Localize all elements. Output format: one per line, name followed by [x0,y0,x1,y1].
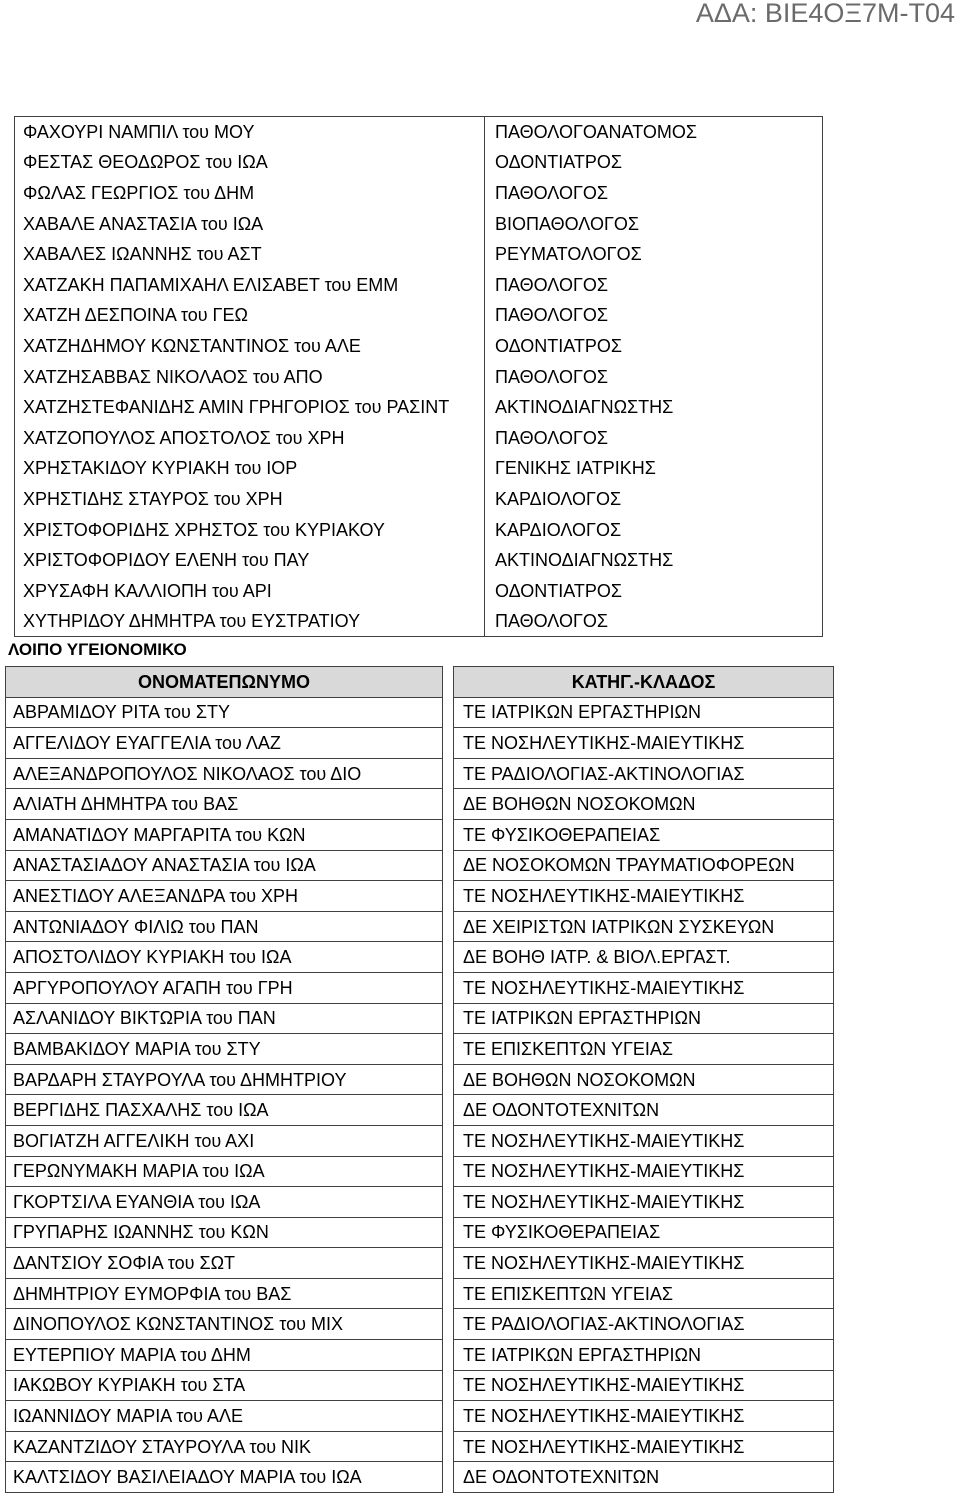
person-name: ΓΚΟΡΤΣΙΛΑ ΕΥΑΝΘΙΑ του ΙΩΑ [6,1187,443,1218]
person-name: ΓΕΡΩΝΥΜΑΚΗ ΜΑΡΙΑ του ΙΩΑ [6,1156,443,1187]
ada-code: ΑΔΑ: ΒΙΕ4ΟΞ7Μ-Τ04 [695,0,955,28]
person-name: ΧΡΥΣΑΦΗ ΚΑΛΛΙΟΠΗ του ΑΡΙ [15,575,485,606]
table-row [6,789,443,820]
table-row [15,361,823,392]
specialty: ΑΚΤΙΝΟΔΙΑΓΝΩΣΤΗΣ [495,397,674,418]
table-row [454,1125,834,1156]
person-name: ΒΑΡΔΑΡΗ ΣΤΑΥΡΟΥΛΑ του ΔΗΜΗΤΡΙΟΥ [6,1064,443,1095]
table-row [6,1248,443,1279]
staff-category: ΔΕ ΟΔΟΝΤΟΤΕΧΝΙΤΩΝ [454,1095,834,1126]
table-row [15,239,823,270]
table-row [454,728,834,759]
table-row [6,881,443,912]
person-name: ΑΝΑΣΤΑΣΙΑΔΟΥ ΑΝΑΣΤΑΣΙΑ του ΙΩΑ [6,850,443,881]
person-name: ΙΑΚΩΒΟΥ ΚΥΡΙΑΚΗ του ΣΤΑ [6,1370,443,1401]
person-name: ΑΣΛΑΝΙΔΟΥ ΒΙΚΤΩΡΙΑ του ΠΑΝ [6,1003,443,1034]
table-row [454,1217,834,1248]
table-row [15,545,823,576]
specialty: ΒΙΟΠΑΘΟΛΟΓΟΣ [495,213,639,234]
specialty: ΡΕΥΜΑΤΟΛΟΓΟΣ [495,244,642,265]
staff-category: ΤΕ ΡΑΔΙΟΛΟΓΙΑΣ-ΑΚΤΙΝΟΛΟΓΙΑΣ [454,758,834,789]
staff-category: ΤΕ ΝΟΣΗΛΕΥΤΙΚΗΣ-ΜΑΙΕΥΤΙΚΗΣ [454,1431,834,1462]
table-row [15,514,823,545]
person-name: ΧΑΤΖΟΠΟΥΛΟΣ ΑΠΟΣΤΟΛΟΣ του ΧΡΗ [15,422,485,453]
section-title: ΛΟΙΠΟ ΥΓΕΙΟΝΟΜΙΚΟ [8,640,187,659]
table-row [454,1340,834,1371]
table-row [15,117,823,148]
table-row [15,208,823,239]
staff-category: ΤΕ ΝΟΣΗΛΕΥΤΙΚΗΣ-ΜΑΙΕΥΤΙΚΗΣ [454,1125,834,1156]
specialty: ΠΑΘΟΛΟΓΟΣ [495,182,608,203]
specialists-table-body [15,117,823,637]
staff-category: ΤΕ ΦΥΣΙΚΟΘΕΡΑΠΕΙΑΣ [454,819,834,850]
person-name: ΑΛΙΑΤΗ ΔΗΜΗΤΡΑ του ΒΑΣ [6,789,443,820]
table-row [15,147,823,178]
table-row [6,1034,443,1065]
staff-category: ΤΕ ΕΠΙΣΚΕΠΤΩΝ ΥΓΕΙΑΣ [454,1034,834,1065]
table-row [6,728,443,759]
staff-category: ΤΕ ΕΠΙΣΚΕΠΤΩΝ ΥΓΕΙΑΣ [454,1278,834,1309]
person-name: ΧΡΙΣΤΟΦΟΡΙΔΟΥ ΕΛΕΝΗ του ΠΑΥ [15,545,485,576]
person-name: ΑΡΓΥΡΟΠΟΥΛΟΥ ΑΓΑΠΗ του ΓΡΗ [6,972,443,1003]
table-row [6,1401,443,1432]
person-name: ΒΑΜΒΑΚΙΔΟΥ ΜΑΡΙΑ του ΣΤΥ [6,1034,443,1065]
table-row [454,1309,834,1340]
staff-category: ΤΕ ΙΑΤΡΙΚΩΝ ΕΡΓΑΣΤΗΡΙΩΝ [454,697,834,728]
staff-category: ΔΕ ΒΟΗΘΩΝ ΝΟΣΟΚΟΜΩΝ [454,1064,834,1095]
table-row [15,331,823,362]
person-name: ΧΑΤΖΗΣΤΕΦΑΝΙΔΗΣ ΑΜΙΝ ΓΡΗΓΟΡΙΟΣ του ΡΑΣΙΝΤ [15,392,485,423]
staff-categories-table-body [454,667,834,1493]
table-row [6,1125,443,1156]
person-name: ΑΒΡΑΜΙΔΟΥ ΡΙΤΑ του ΣΤΥ [6,697,443,728]
specialty: ΟΔΟΝΤΙΑΤΡΟΣ [495,580,623,601]
staff-category: ΔΕ ΒΟΗΘΩΝ ΝΟΣΟΚΟΜΩΝ [454,789,834,820]
table-row [454,1370,834,1401]
table-row [6,1064,443,1095]
table-row [15,484,823,515]
table-row [454,1248,834,1279]
staff-names-table-body [6,667,443,1493]
table-row [6,1156,443,1187]
table-row [6,911,443,942]
table-row [6,1095,443,1126]
table-row [15,606,823,637]
table-row [454,850,834,881]
staff-category: ΤΕ ΝΟΣΗΛΕΥΤΙΚΗΣ-ΜΑΙΕΥΤΙΚΗΣ [454,1248,834,1279]
table-row [15,575,823,606]
table-row [6,1187,443,1218]
table-row [454,758,834,789]
person-name: ΧΑΤΖΑΚΗ ΠΑΠΑΜΙΧΑΗΛ ΕΛΙΣΑΒΕΤ του ΕΜΜ [15,269,485,300]
staff-category: ΤΕ ΝΟΣΗΛΕΥΤΙΚΗΣ-ΜΑΙΕΥΤΙΚΗΣ [454,881,834,912]
person-name: ΑΠΟΣΤΟΛΙΔΟΥ ΚΥΡΙΑΚΗ του ΙΩΑ [6,942,443,973]
person-name: ΙΩΑΝΝΙΔΟΥ ΜΑΡΙΑ του ΑΛΕ [6,1401,443,1432]
person-name: ΔΗΜΗΤΡΙΟΥ ΕΥΜΟΡΦΙΑ του ΒΑΣ [6,1278,443,1309]
specialty: ΠΑΘΟΛΟΓΟΣ [495,427,608,448]
table-row [454,911,834,942]
table-row [454,697,834,728]
table-row [6,1278,443,1309]
table-row [6,1370,443,1401]
table-row [6,697,443,728]
person-name: ΦΑΧΟΥΡΙ ΝΑΜΠΙΛ του ΜΟΥ [15,117,485,148]
staff-category: ΤΕ ΙΑΤΡΙΚΩΝ ΕΡΓΑΣΤΗΡΙΩΝ [454,1340,834,1371]
person-name: ΒΟΓΙΑΤΖΗ ΑΓΓΕΛΙΚΗ του ΑΧΙ [6,1125,443,1156]
table-row [15,269,823,300]
staff-category: ΤΕ ΙΑΤΡΙΚΩΝ ΕΡΓΑΣΤΗΡΙΩΝ [454,1003,834,1034]
person-name: ΧΑΤΖΗΔΗΜΟΥ ΚΩΝΣΤΑΝΤΙΝΟΣ του ΑΛΕ [15,331,485,362]
staff-names-table [5,666,443,1493]
person-name: ΚΑΖΑΝΤΖΙΔΟΥ ΣΤΑΥΡΟΥΛΑ του ΝΙΚ [6,1431,443,1462]
table-row [15,422,823,453]
table-row [15,453,823,484]
person-name: ΦΩΛΑΣ ΓΕΩΡΓΙΟΣ του ΔΗΜ [15,178,485,209]
specialty: ΠΑΘΟΛΟΓΟΣ [495,366,608,387]
table-row [6,819,443,850]
person-name: ΓΡΥΠΑΡΗΣ ΙΩΑΝΝΗΣ του ΚΩΝ [6,1217,443,1248]
specialty: ΠΑΘΟΛΟΓΟΣ [495,274,608,295]
table-row [454,881,834,912]
person-name: ΔΑΝΤΣΙΟΥ ΣΟΦΙΑ του ΣΩΤ [6,1248,443,1279]
table-header-row [454,667,834,698]
staff-category: ΤΕ ΝΟΣΗΛΕΥΤΙΚΗΣ-ΜΑΙΕΥΤΙΚΗΣ [454,728,834,759]
table-row [15,300,823,331]
person-name: ΧΡΗΣΤΑΚΙΔΟΥ ΚΥΡΙΑΚΗ του ΙΟΡ [15,453,485,484]
specialty: ΑΚΤΙΝΟΔΙΑΓΝΩΣΤΗΣ [495,550,674,571]
person-name: ΒΕΡΓΙΔΗΣ ΠΑΣΧΑΛΗΣ του ΙΩΑ [6,1095,443,1126]
specialty: ΠΑΘΟΛΟΓΟΑΝΑΤΟΜΟΣ [495,122,698,143]
staff-category: ΤΕ ΝΟΣΗΛΕΥΤΙΚΗΣ-ΜΑΙΕΥΤΙΚΗΣ [454,1401,834,1432]
table-row [15,392,823,423]
staff-category: ΤΕ ΝΟΣΗΛΕΥΤΙΚΗΣ-ΜΑΙΕΥΤΙΚΗΣ [454,1156,834,1187]
table-row [6,972,443,1003]
specialty: ΟΔΟΝΤΙΑΤΡΟΣ [495,152,623,173]
table-row [6,942,443,973]
staff-category: ΔΕ ΟΔΟΝΤΟΤΕΧΝΙΤΩΝ [454,1462,834,1493]
person-name: ΧΑΤΖΗ ΔΕΣΠΟΙΝΑ του ΓΕΩ [15,300,485,331]
table-row [454,972,834,1003]
table-row [15,178,823,209]
specialty: ΠΑΘΟΛΟΓΟΣ [495,611,608,632]
table-row [454,1187,834,1218]
person-name: ΧΡΗΣΤΙΔΗΣ ΣΤΑΥΡΟΣ του ΧΡΗ [15,484,485,515]
person-name: ΑΝΤΩΝΙΑΔΟΥ ΦΙΛΙΩ του ΠΑΝ [6,911,443,942]
table-row [454,1401,834,1432]
staff-category: ΔΕ ΒΟΗΘ ΙΑΤΡ. & ΒΙΟΛ.ΕΡΓΑΣΤ. [454,942,834,973]
person-name: ΧΥΤΗΡΙΔΟΥ ΔΗΜΗΤΡΑ του ΕΥΣΤΡΑΤΙΟΥ [15,606,485,637]
staff-category: ΔΕ ΧΕΙΡΙΣΤΩΝ ΙΑΤΡΙΚΩΝ ΣΥΣΚΕΥΩΝ [454,911,834,942]
table-row [454,942,834,973]
staff-category: ΤΕ ΝΟΣΗΛΕΥΤΙΚΗΣ-ΜΑΙΕΥΤΙΚΗΣ [454,1187,834,1218]
column-header-name: ΟΝΟΜΑΤΕΠΩΝΥΜΟ [6,667,443,698]
staff-category: ΤΕ ΝΟΣΗΛΕΥΤΙΚΗΣ-ΜΑΙΕΥΤΙΚΗΣ [454,1370,834,1401]
person-name: ΧΑΒΑΛΕ ΑΝΑΣΤΑΣΙΑ του ΙΩΑ [15,208,485,239]
table-row [454,1095,834,1126]
staff-category: ΤΕ ΡΑΔΙΟΛΟΓΙΑΣ-ΑΚΤΙΝΟΛΟΓΙΑΣ [454,1309,834,1340]
table-row [6,1003,443,1034]
table-row [454,1462,834,1493]
specialists-table [14,116,823,637]
table-row [6,1340,443,1371]
staff-category: ΔΕ ΝΟΣΟΚΟΜΩΝ ΤΡΑΥΜΑΤΙΟΦΟΡΕΩΝ [454,850,834,881]
staff-categories-table [453,666,834,1493]
table-row [454,1278,834,1309]
person-name: ΑΜΑΝΑΤΙΔΟΥ ΜΑΡΓΑΡΙΤΑ του ΚΩΝ [6,819,443,850]
specialty: ΠΑΘΟΛΟΓΟΣ [495,305,608,326]
table-row [6,1462,443,1493]
table-row [454,1034,834,1065]
person-name: ΕΥΤΕΡΠΙΟΥ ΜΑΡΙΑ του ΔΗΜ [6,1340,443,1371]
table-row [454,819,834,850]
table-row [6,1217,443,1248]
table-row [454,1156,834,1187]
table-row [454,1003,834,1034]
staff-category: ΤΕ ΝΟΣΗΛΕΥΤΙΚΗΣ-ΜΑΙΕΥΤΙΚΗΣ [454,972,834,1003]
person-name: ΑΝΕΣΤΙΔΟΥ ΑΛΕΞΑΝΔΡΑ του ΧΡΗ [6,881,443,912]
table-row [454,1064,834,1095]
person-name: ΑΛΕΞΑΝΔΡΟΠΟΥΛΟΣ ΝΙΚΟΛΑΟΣ του ΔΙΟ [6,758,443,789]
table-row [6,850,443,881]
person-name: ΧΡΙΣΤΟΦΟΡΙΔΗΣ ΧΡΗΣΤΟΣ του ΚΥΡΙΑΚΟΥ [15,514,485,545]
table-row [454,789,834,820]
table-row [6,758,443,789]
person-name: ΔΙΝΟΠΟΥΛΟΣ ΚΩΝΣΤΑΝΤΙΝΟΣ του ΜΙΧ [6,1309,443,1340]
specialty: ΓΕΝΙΚΗΣ ΙΑΤΡΙΚΗΣ [495,458,656,479]
staff-category: ΤΕ ΦΥΣΙΚΟΘΕΡΑΠΕΙΑΣ [454,1217,834,1248]
table-row [6,1309,443,1340]
person-name: ΑΓΓΕΛΙΔΟΥ ΕΥΑΓΓΕΛΙΑ του ΛΑΖ [6,728,443,759]
column-header-category: ΚΑΤΗΓ.-ΚΛΑΔΟΣ [454,667,834,698]
specialty: ΟΔΟΝΤΙΑΤΡΟΣ [495,335,623,356]
person-name: ΦΕΣΤΑΣ ΘΕΟΔΩΡΟΣ του ΙΩΑ [15,147,485,178]
table-header-row [6,667,443,698]
specialty: ΚΑΡΔΙΟΛΟΓΟΣ [495,519,622,540]
person-name: ΚΑΛΤΣΙΔΟΥ ΒΑΣΙΛΕΙΑΔΟΥ ΜΑΡΙΑ του ΙΩΑ [6,1462,443,1493]
person-name: ΧΑΤΖΗΣΑΒΒΑΣ ΝΙΚΟΛΑΟΣ του ΑΠΟ [15,361,485,392]
specialty: ΚΑΡΔΙΟΛΟΓΟΣ [495,488,622,509]
person-name: ΧΑΒΑΛΕΣ ΙΩΑΝΝΗΣ του ΑΣΤ [15,239,485,270]
table-row [6,1431,443,1462]
table-row [454,1431,834,1462]
